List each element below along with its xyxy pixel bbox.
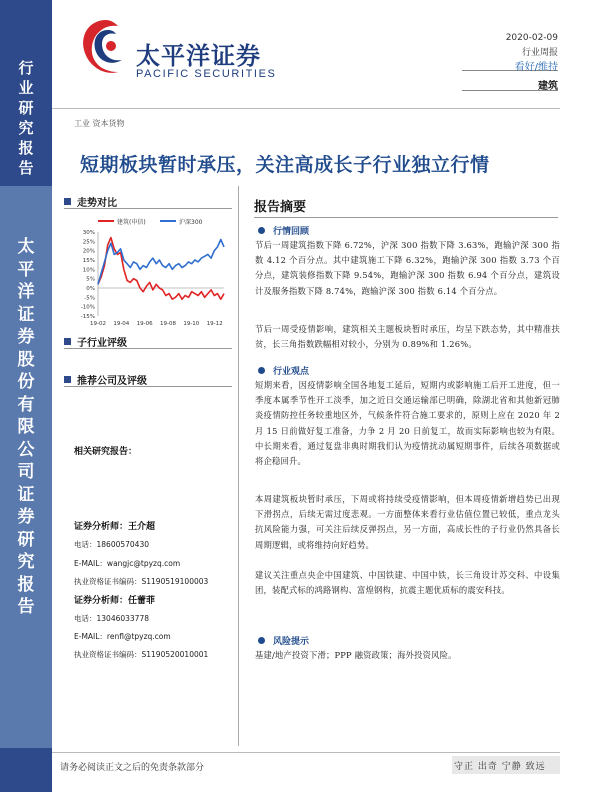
section-rule (64, 208, 232, 209)
y-tick-label: -15% (80, 314, 95, 320)
analyst-2-license: 执业资格证书编码：S1190520010001 (74, 650, 209, 659)
disclaimer-text: 请务必阅读正文之后的免责条款部分 (60, 763, 205, 773)
section-rule (64, 348, 232, 349)
x-tick-label: 19-10 (183, 321, 200, 327)
analyst-1-email: E-MAIL：wangjc@tpyzq.com (74, 559, 181, 568)
industry-view-paragraph-2: 本周建筑板块暂时承压，下周或将持续受疫情影响，但本周疫情新增趋势已出现下滑拐点，后续无需过度悲观。一方面整体来看行业估值位置已较低，重点龙头抗风险能力强，可关注后续反弹拐点，另一方面，高成长性的子行业仍然具备长周期逻辑，或将维持向好趋势。 (255, 494, 560, 550)
legend-label: 建筑(申信) (117, 219, 146, 226)
market-review-heading (258, 224, 309, 237)
trend-heading-text: 走势对比 (77, 198, 117, 209)
trend-chart (62, 212, 232, 332)
y-tick-label: 15% (82, 258, 95, 264)
chart-x-axis (90, 288, 224, 327)
abstract-rule (254, 217, 558, 218)
sidebar-bottom-text: 太平洋证券股份有限公司证券研究报告 (17, 237, 35, 617)
sub-industry-heading (64, 334, 127, 349)
x-tick-label: 19-08 (160, 321, 176, 327)
y-tick-label: 30% (82, 230, 95, 236)
series-line (98, 240, 224, 285)
analyst-2-title: 证券分析师：任蕾菲 (74, 596, 156, 606)
analyst-1-title: 证券分析师：王介超 (74, 522, 156, 532)
breadcrumb: 工业 资本货物 (74, 119, 125, 128)
page-title: 短期板块暂时承压，关注高成长子行业独立行情 (80, 154, 490, 176)
analyst-2-phone: 电话：13046033778 (74, 614, 149, 623)
bullet-dot-icon (258, 227, 265, 234)
risk-paragraph: 基建/地产投资下滑；PPP 融资政策；海外投资风险。 (255, 650, 457, 660)
footer-rule (52, 752, 560, 753)
chart-legend (98, 218, 203, 226)
x-tick-label: 19-06 (136, 321, 153, 327)
report-date: 2020-02-09 (505, 33, 558, 43)
trend-section-heading (64, 194, 117, 209)
sector-label: 建筑 (538, 81, 558, 92)
risk-heading-text: 风险提示 (273, 637, 310, 647)
recommend-heading-text: 推荐公司及评级 (77, 376, 147, 387)
logo-english-name: PACIFIC SECURITIES (136, 68, 277, 80)
bullet-dot-icon (258, 367, 265, 374)
related-reports-label: 相关研究报告： (74, 447, 138, 457)
section-rule (64, 386, 232, 387)
risk-heading (258, 634, 309, 647)
rating-label: 看好/维持 (514, 62, 558, 73)
chart-series (98, 238, 224, 300)
analyst-2-email: E-MAIL：renfl@tpyzq.com (74, 632, 171, 641)
square-bullet-icon (64, 198, 71, 205)
series-line (98, 238, 224, 300)
industry-view-heading (258, 364, 309, 377)
y-tick-label: -10% (80, 304, 95, 311)
x-tick-label: 19-02 (90, 321, 106, 327)
chart-y-axis (81, 230, 98, 320)
market-review-heading-text: 行情回顾 (273, 227, 310, 237)
industry-view-heading-text: 行业观点 (273, 367, 310, 377)
y-tick-label: 10% (82, 267, 95, 274)
left-sidebar (0, 0, 52, 792)
analyst-1-license: 执业资格证书编码：S1190519100003 (74, 577, 209, 586)
square-bullet-icon (64, 338, 71, 345)
sidebar-top-text: 行业研究报告 (18, 59, 34, 177)
recommend-heading (64, 372, 147, 387)
sub-industry-heading-text: 子行业评级 (77, 338, 127, 349)
company-motto: 守正 出奇 宁静 致远 (452, 756, 560, 774)
x-tick-label: 19-12 (206, 321, 223, 327)
y-tick-label: 25% (82, 239, 95, 246)
report-type: 行业周报 (521, 48, 558, 58)
bullet-dot-icon (258, 637, 265, 644)
sidebar-footer-block (0, 748, 52, 792)
pacific-securities-logo-icon (78, 16, 134, 82)
column-divider (238, 186, 239, 746)
y-tick-label: 5% (86, 276, 95, 283)
y-tick-label: -5% (84, 295, 95, 302)
market-review-paragraph: 节后一周建筑指数下降 6.72%，沪深 300 指数下降 3.63%，跑输沪深 300 指数 4.12 个百分点。其中建筑施工下降 6.32%，跑输沪深 300 指数 3.73 个百分点，建筑装修指数下降 9.54%，跑输沪深 300 指数 6.94 个百分点，建筑设计及服务指数下降 8.74%，跑输沪深 300 指数 6.14 个百分点。 (255, 240, 560, 296)
sector-paragraph: 节后一周受疫情影响，建筑相关主题板块暂时承压，均呈下跌态势，其中精准扶贫，长三角指数跌幅相对较小，分别为 0.89%和 1.26%。 (255, 324, 560, 350)
legend-label: 沪深300 (179, 219, 203, 226)
y-tick-label: 0% (86, 286, 95, 292)
header-rule (52, 108, 560, 109)
analyst-1-phone: 电话：18600570430 (74, 540, 149, 549)
industry-view-paragraph-3: 建议关注重点央企中国建筑、中国铁建、中国中铁，长三角设计苏交科、中设集团，装配式标的鸿路钢构、富煌钢构，抗震主题优质标的震安科技。 (255, 570, 560, 596)
square-bullet-icon (64, 376, 71, 383)
y-tick-label: 20% (82, 248, 95, 255)
abstract-title: 报告摘要 (254, 200, 307, 215)
industry-view-paragraph-1: 短期来看，因疫情影响全国各地复工延后，短期内或影响施工后开工进度，但一季度本属季节性开工淡季，加之近日交通运输部已明确，除湖北省和其他新冠肺炎疫情防控任务较重地区外，气候条件符合施工要求的，原则上应在 2020 年 2 月 15 日前做好复工准备，力争 2 月 20 日前复工，故而实际影响也较为有限。中长期来看，通过复盘非典时期我们认为疫情扰动属短期事件，后续各项数据或将企稳回升。 (255, 380, 560, 467)
x-tick-label: 19-04 (113, 321, 130, 327)
logo-chinese-name: 太平洋证券 (136, 41, 261, 70)
